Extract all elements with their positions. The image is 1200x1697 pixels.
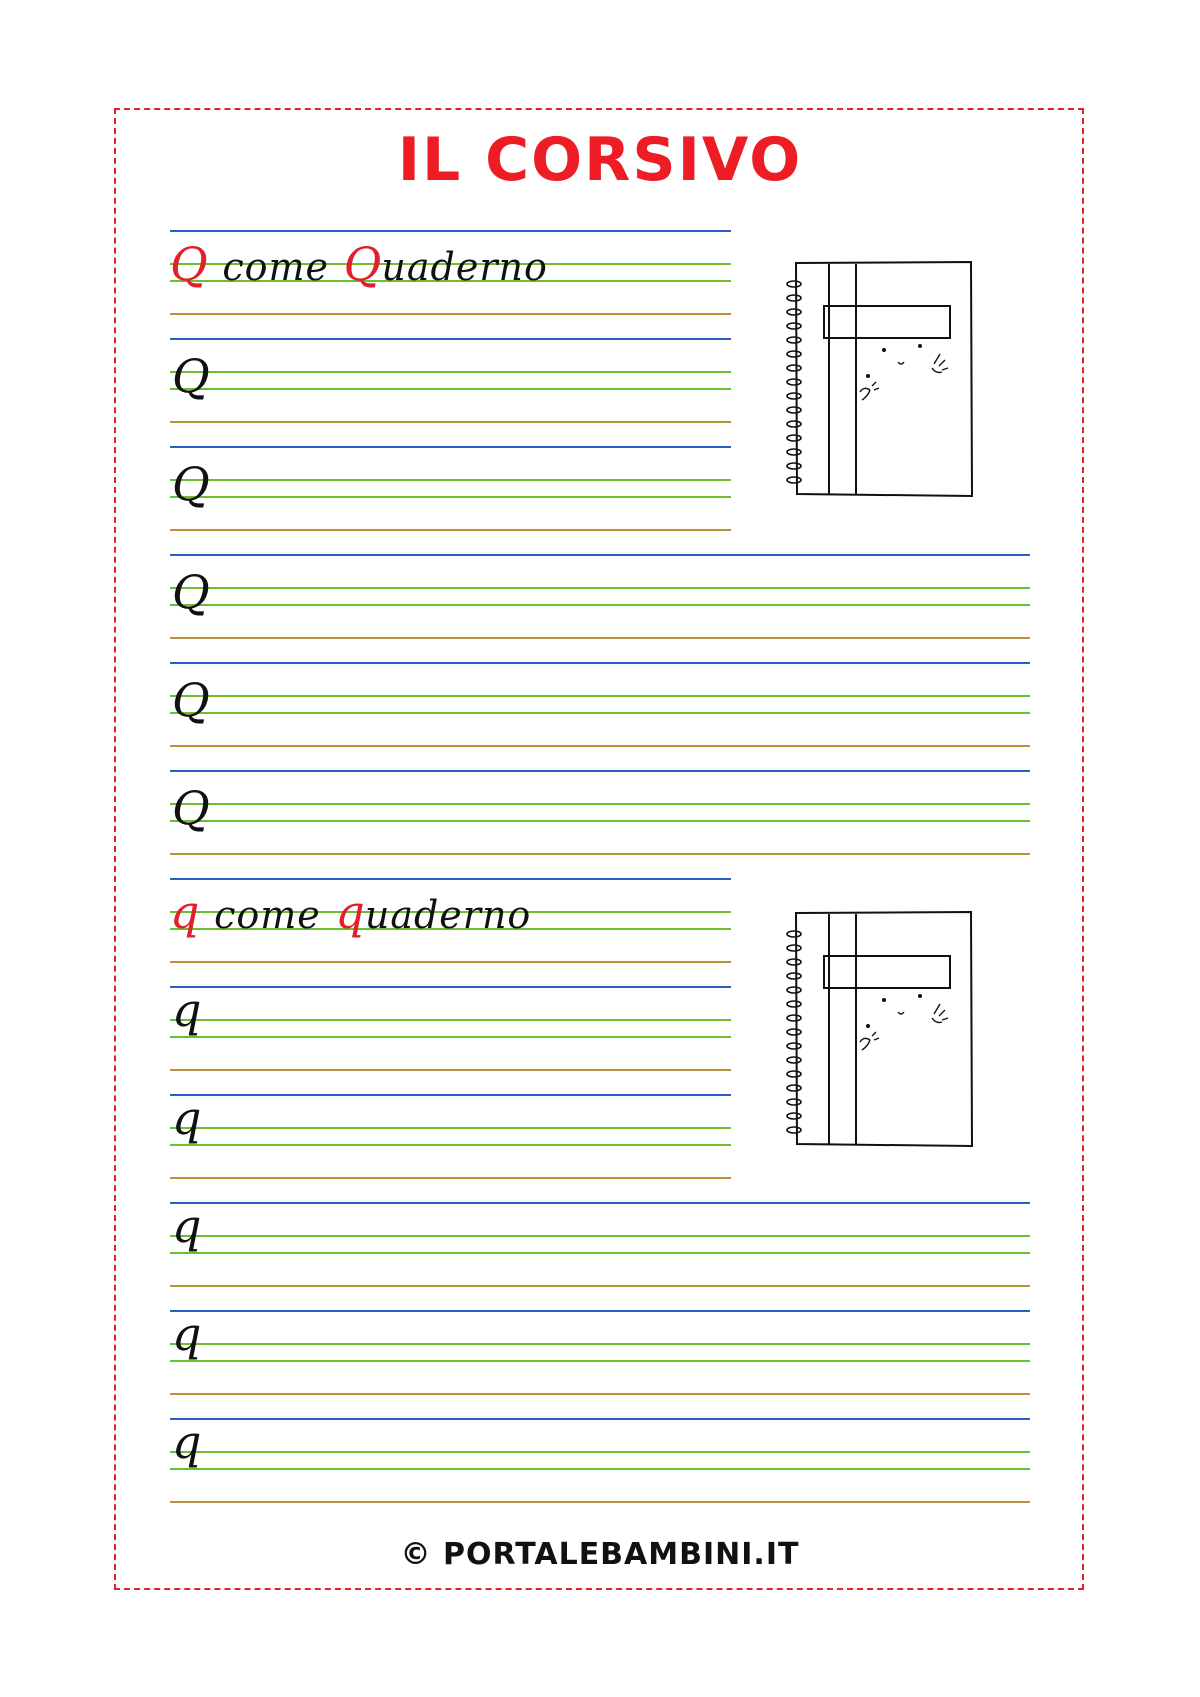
handwriting-row xyxy=(170,1091,731,1184)
model-word-initial-lower: q xyxy=(335,885,365,939)
handwriting-row xyxy=(170,1307,1030,1400)
model-word-prefix-upper: come xyxy=(222,245,330,289)
practice-letter-lower: q xyxy=(172,1415,202,1469)
practice-letter-upper: Q xyxy=(172,673,210,727)
model-sentence-lower xyxy=(170,882,531,945)
handwriting-row xyxy=(170,554,1030,644)
practice-letter-upper: Q xyxy=(172,349,210,403)
practice-letter-upper: Q xyxy=(172,457,210,511)
model-sentence-upper xyxy=(170,234,548,297)
practice-letter-upper: Q xyxy=(172,565,210,619)
handwriting-row-model-upper xyxy=(170,230,731,320)
handwriting-row xyxy=(170,983,731,1076)
handwriting-row xyxy=(170,1415,1030,1508)
notebook-icon xyxy=(784,910,984,1150)
handwriting-row xyxy=(170,446,731,536)
page-title: IL CORSIVO xyxy=(397,125,803,195)
model-letter-lower: q xyxy=(170,885,200,939)
handwriting-row-model-lower xyxy=(170,878,731,968)
handwriting-row xyxy=(170,770,1030,860)
model-word-initial-upper: Q xyxy=(343,237,382,291)
practice-letter-lower: q xyxy=(172,1091,202,1145)
model-word-rest-lower: uaderno xyxy=(364,893,532,937)
model-letter-upper: Q xyxy=(170,237,208,291)
copyright-footer: © PORTALEBAMBINI.IT xyxy=(400,1537,800,1572)
model-word-rest-upper: uaderno xyxy=(381,245,548,289)
practice-letter-lower: q xyxy=(172,1199,202,1253)
handwriting-row xyxy=(170,662,1030,752)
practice-letter-upper: Q xyxy=(172,781,210,835)
model-word-prefix-lower: come xyxy=(214,893,321,937)
handwriting-row xyxy=(170,1199,1030,1292)
practice-letter-lower: q xyxy=(172,983,202,1037)
practice-letter-lower: q xyxy=(172,1307,202,1361)
handwriting-row xyxy=(170,338,731,428)
notebook-icon xyxy=(784,260,984,500)
